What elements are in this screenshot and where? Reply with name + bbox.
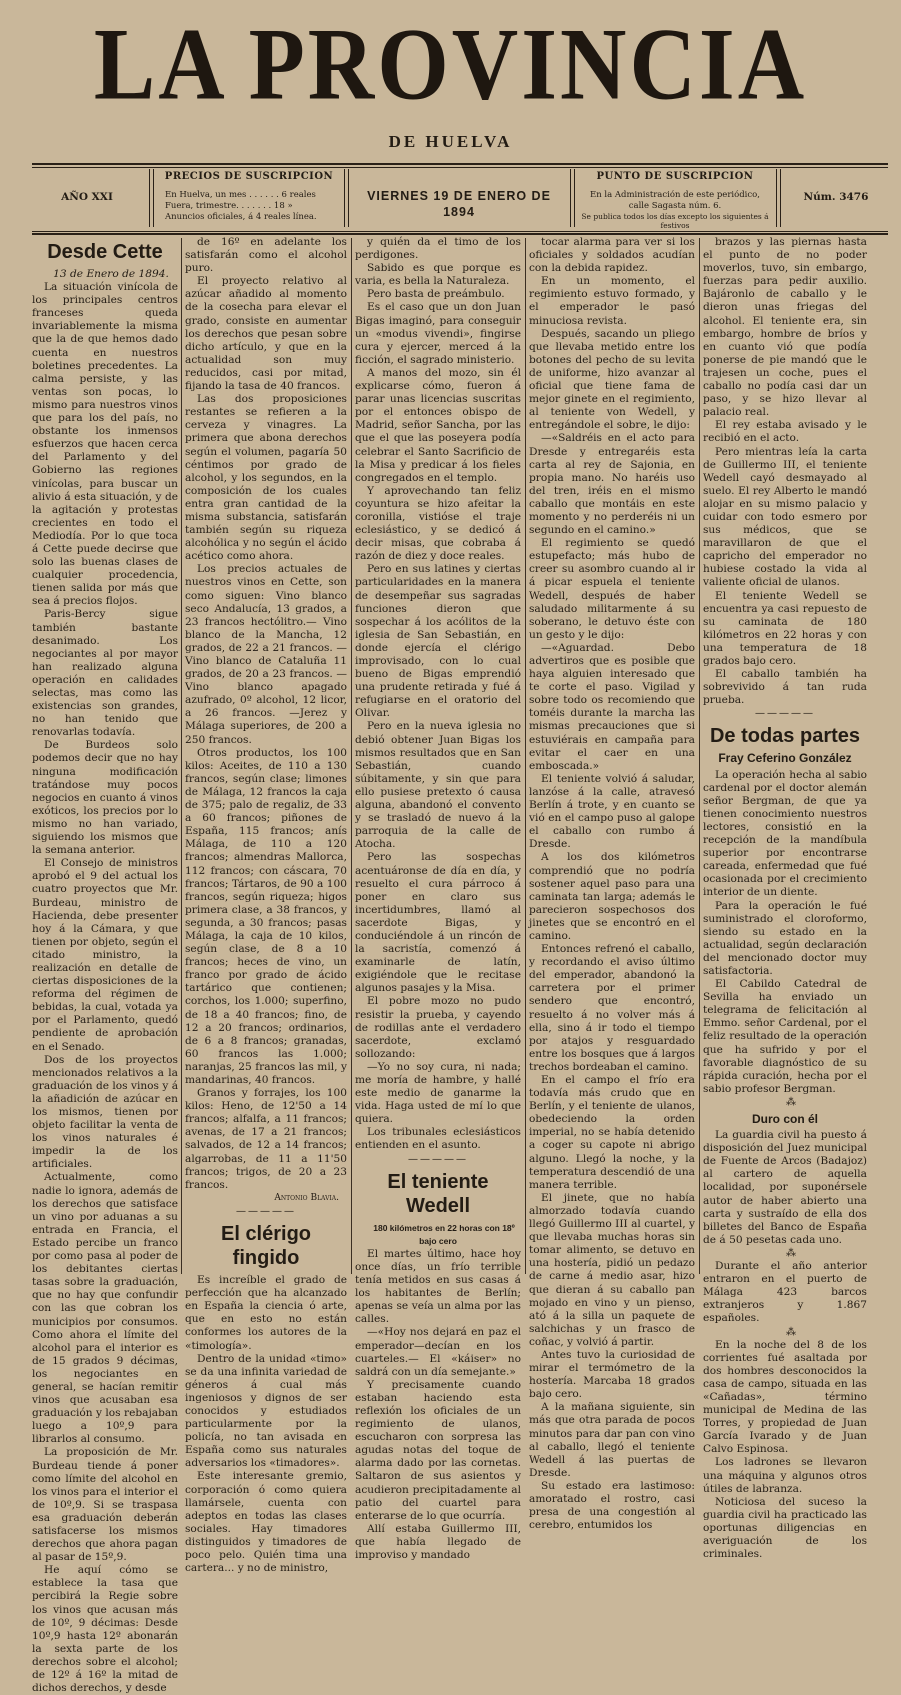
asterism: ⁂ [786,1326,796,1338]
point-line: calle Sagasta núm. 6. [628,200,722,211]
masthead-title: LA PROVINCIA [93,6,808,122]
paragraph: Granos y forrajes, los 100 kilos: Heno, de 12'50 a 14 francos; alfalfa, a 11 francos; avenas, de 17 a 21 francos; salvados, de 12 a 14 francos; algarrobas, de 11 a 11'50 francos; trigos, de 20 a 23 francos. [185,1087,347,1191]
column-rule [699,238,700,1274]
info-bar [32,167,888,229]
divider [344,169,345,227]
paragraph: El martes último, hace hoy once días, un frío terrible tenía metidos en sus casas á los habitantes de Berlín; apenas se veía un alma por las calles. [355,1247,521,1326]
paragraph: El jinete, que no había almorzado todavía cuando llegó Guillermo III al cuartel, y que llevaba muchas horas sin tomar alimento, se detuvo en una hostería, pidió un pedazo de carne á medio asar, hizo que dieran á su caballo pan mojado en vino y un pienso, ató á la silla un paquete de salchichas y un frasco de coñac, y volvió á partir. [529,1191,695,1348]
article-dateline: 13 de Enero de 1894. [53,268,169,280]
paragraph: Sabido es que porque es varia, es bella la Naturaleza. [355,262,521,288]
paragraph: Pero en la nueva iglesia no debió obtener Juan Bigas los mismos resultados que en San Sebastián, cuando súbitamente, y sin que para ello pusiese pretexto ó causa alguna, abandonó el convento y se trasladó de nuevo á la parroquia de la calle de Atocha. [355,720,521,851]
column-5 [703,236,867,1561]
asterism: ⁂ [786,1247,796,1259]
divider [570,169,571,227]
paragraph: Entonces refrenó el caballo, y recordando el aviso último del emperador, abandonó la carretera por el primer sendero que encontró, resuelto á no volver más á ella, sino á ir todo el tiempo por atajos y resguardado entre los bosques que á largos trechos bordeaban el camino. [529,943,695,1073]
paragraph: Su estado era lastimoso: amoratado el rostro, casi presa de una congestión al cerebro, entumidos los [529,1479,695,1532]
divider [776,169,777,227]
prices-line: Anuncios oficiales, á 4 reales línea. [165,211,317,222]
paragraph: Y aprovechando tan feliz coyuntura se hizo afeitar la coronilla, vistióse el traje eclesiástico, y se dedicó á decir misas, que cobraba á razón de diez y doce reales. [355,484,521,563]
news-heading: Duro con él [751,1112,818,1126]
paragraph: En el campo el frío era todavía más crudo que en Berlín, y el teniente de ulanos, obedeciendo la orden imperial, no se había detenido a coger su capote ni abrigo alguno. Llegó la noche, y la temperatura descendió de una manera terrible. [529,1074,695,1191]
paragraph: El pobre mozo no pudo resistir la prueba, y cayendo de rodillas ante el verdadero sacerdote, exclamó sollozando: [355,995,521,1060]
paragraph: brazos y las piernas hasta el punto de no poder moverlos, tuvo, sin embargo, fuerzas para pedir auxilio. Bajáronlo de caballo y le dieron unas friegas del alcohol. El teniente era, sin embargo, hombre de bríos y en cuanto vió que podía ponerse de pie mandó que le trajesen un coche, pues el caballo no podía casi dar un paso, y se hizo llevar al palacio real. [703,236,867,419]
divider [149,169,150,227]
paragraph: Allí estaba Guillermo III, que había llegado de improviso y mandado [355,1522,521,1561]
column-3 [355,236,521,1561]
paragraph: La situación vinícola de los principales centros franceses queda invariablemente la misma que la de que hemos dado cuenta en nuestros boletines precedentes. La calma persiste, y las ventas son pocas, lo mismo para nuestros vinos que para los del país, no obstante los inmensos esfuerzos que hacen cerca del Parlamento y del Gobierno las regiones vinícolas, para buscar un alivio á esta situación, y de la agitación y protestas crecientes en todo el Mediodía. Por lo que toca á Cette puede decirse que solo las buenas clases de cualquier procedencia, tienen salida por más que sea á precios flojos. [32,281,178,608]
paragraph: Después, sacando un pliego que llevaba metido entre los botones del pecho de su levita de uniforme, hizo avanzar al oficial que tiene fama de mejor ginete en el regimiento, al teniente von Wedell, y entregándole el sobre, le dijo: [529,327,695,432]
date-box [354,167,564,229]
paragraph: He aquí cómo se establece la tasa que percibirá la Regie sobre los vinos que acusan más de 10º, 9 décimas: Desde 10º,9 hasta 12º abonarán la sexta parte de los derechos sobre el alcohol; de 12º á 16º la mitad de dichos derechos, y desde [32,1564,178,1695]
column-rule [181,238,182,1274]
year-box [32,167,142,229]
paragraph: Paris-Bercy sigue también bastante desanimado. Los negociantes al por mayor han realizado alguna operación en calidades selectas, mas como las existencias son grandes, no han tenido que renovarlas todavía. [32,608,178,739]
ornament-rule: ————— [755,708,815,720]
paragraph: Dentro de la unidad «timo» se da una infinita variedad de géneros á cual más ingeniosos y dignos de ser conocidos y estudiados particularmente por la policía, no tan avisada en España como sus naturales adversarios los «timadores». [185,1352,347,1470]
article-title: El clérigo fingido [220,1223,312,1270]
masthead-subtitle: DE HUELVA [388,132,513,151]
column-2 [185,236,347,1575]
paragraph: De Burdeos solo podemos decir que no hay ninguna modificación tratándose muy pocos negocios en cuanto á vinos exóticos, los precios por lo mismo no han variado, siguiendo los mismos que la semana anterior. [32,739,178,857]
paragraph: A la mañana siguiente, sin más que otra parada de pocos minutos para dar pan con vino al caballo, llegó el teniente Wedell á las puertas de Dresde. [529,1401,695,1479]
paragraph: En la noche del 8 de los corrientes fué asaltada por dos hombres desconocidos la casa de campo, situada en las «Cañadas», término municipal de Medina de las Torres, y propiedad de Juan García Ivarado y de Juan Calvo Espinosa. [703,1338,867,1456]
paragraph: En un momento, el regimiento estuvo formado, y el emperador le pasó minuciosa revista. [529,275,695,327]
paragraph: Pero basta de preámbulo. [367,288,505,301]
divider [574,169,575,227]
paragraph: Noticiosa del suceso la guardia civil ha practicado las oportunas diligencias en averiguación de los criminales. [703,1495,867,1561]
rule-top-thick [32,163,888,165]
paragraph: El Consejo de ministros aprobó el 9 del actual los cuatro proyectos que Mr. Burdeau, ministro de Hacienda, debe presenter hoy á la Cámara, y que tienen por objeto, según el citado ministro, la realización en detalle de ciertas disposiciones de la reforma del régimen de bebidas, la cual, votada ya por el Parlamento, quedó pendiente de aprobación en el Senado. [32,857,178,1053]
prices-box [159,167,339,229]
ornament-rule: ————— [236,1205,296,1217]
paragraph: Dos de los proyectos mencionados relativos a la graduación de los vinos y á la añadición de azúcar en los mismos, tienen por objeto facilitar la venta de los vinos naturales é impedir la de los artificiales. [32,1053,179,1171]
paragraph: Pero en sus latines y ciertas particularidades en la manera de desempeñar sus sagradas funciones dieron que sospechar á los acólitos de la iglesia de San Sebastián, en donde ejercía el clérigo improvisado, con lo cual bueno de Bigas emprendió una prudente retirada y fué á refugiarse en el oratorio del Olivar. [355,563,521,720]
rule-under-info-thick [32,233,888,235]
article-title: Desde Cette [47,241,163,263]
paragraph: La guardia civil ha puesto á disposición del Juez municipal de Fuente de Arcos (Badajoz) al cartero de aquella localidad, por suponérsele autor de haber abierto una carta y sustraído de ella dos billetes del Banco de España de á 50 pesetas cada uno. [703,1129,867,1246]
paragraph: Los ladrones se llevaron una máquina y algunos otros útiles de labranza. [703,1456,867,1495]
divider [348,169,349,227]
article-title: El teniente Wedell [387,1170,489,1217]
paragraph: —«Saldréis en el acto para Dresde y entregaréis esta carta al rey de Sajonia, en propia mano. No haréis uso del tren, iréis en el mismo caballo que montáis en este momento y no perderéis ni un segundo en el camino.» [529,432,695,537]
paragraph: El teniente volvió á saludar, lanzóse á la calle, atravesó Berlín á trote, y en cuanto se vió en el campo puso al galope el caballo con rumbo á Dresde. [529,772,695,851]
paragraph: La proposición de Mr. Burdeau tiende á poner como límite del alcohol en los vinos para el interior el de 10º,9. Si se traspasa esa graduación deberán satisfacerse los mismos derechos que ahora pagan al pasar de 15º,9. [32,1446,178,1564]
prices-title: PRECIOS DE SUSCRIPCION [164,171,334,182]
paragraph: —Yo no soy cura, ni nada; me moría de hambre, y hallé este medio de ganarme la vida. Haga usted de mí lo que quiera. [355,1060,521,1126]
paragraph: Actualmente, como nadie lo ignora, además de los derechos que satisface un vino por aduanas a su entrada en Francia, el Estado percibe un franco por como pasa al poder de los debitantes ciertas tasas sobre la graduación, que no hay que confundir con las que cobran los municipios por consumos. Como ahora el límite del alcohol para el interior es de 15 grados 9 décimas, los negociantes en general, se hacían remitir vinos que acusaban esa graduación y los rebajaban luego a 10º,9 para librarlos al consumo. [32,1171,178,1446]
paragraph: El caballo también ha sobrevivido á tan ruda prueba. [703,668,867,707]
issue-date: VIERNES 19 DE ENERO DE 1894 [367,189,551,219]
paragraph: Es el caso que un don Juan Bigas imaginó, para conseguir un «modus vivendi», fingirse cura y ejercer, merced á la ficción, el sagrado ministerio. [355,301,521,366]
article-subtitle: 180 kilómetros en 22 horas con 18º bajo cero [373,1222,515,1246]
column-rule [525,238,526,1274]
paragraph: A manos del mozo, sin él explicarse cómo, fueron á parar unas licencias suscritas por el entonces obispo de Madrid, señor Sancha, por las que el que las poseyera podía celebrar el Santo Sacrificio de la Misa y predicar á los fieles congregados en el templo. [355,366,521,484]
paragraph: Para la operación le fué suministrado el cloroformo, siendo su estado en la actualidad, según declaración del mencionado doctor muy satisfactoria. [703,899,867,977]
paragraph: El proyecto relativo al azúcar añadido al momento de la cosecha para elevar el grado, consiste en aumentar los derechos que pesan sobre dicho artículo, y que en la actualidad son muy reducidos, casi por mitad, fijando la tasa de 40 francos. [185,275,347,393]
section-title: De todas partes [709,725,861,748]
paragraph: Otros productos, los 100 kilos: Aceites, de 110 a 130 francos, según clase; limones de Málaga, 12 francos la caja de 375; palo de regaliz, de 33 a 60 francos; piñones de España, 115 francos; anís Málaga, de 110 a 120 francos; almendras Mallorca, 112 francos; con cáscara, 70 francos; Tártaros, de 90 a 100 francos, según riqueza; higos primera clase, a 38 francos, y segunda, a 30 francos; pasas Málaga, la caja de 10 kilos, según clase, de 8 a 10 francos; heces de vino, un franco por grado de ácido tartárico que contienen; corchos, los 1.000; superfino, de 18 a 40 francos; fino, de 12 a 20 francos; ordinarios, de 6 a 8 francos; granadas, 60 francos las 1.000; naranjas, 25 francos las mil, y mandarinas, 40 francos. [185,746,347,1086]
paragraph: Pero mientras leía la carta de Guillermo III, el teniente Wedell cayó desmayado al suelo. El rey Alberto le mandó alojar en su mismo palacio y cuidar con todo esmero por sus médicos, que se maravillaron de que el capricho del emperador no hubiese costado la vida al valiente oficial de ulanos. [703,445,867,589]
prices-line: Fuera, trimestre. . . . . . . 18 » [165,200,293,211]
point-line: En la Administración de este periódico, [590,189,760,200]
paragraph: y quién da el timo de los perdigones. [355,236,521,262]
signature: Antonio Blavia. [274,1192,339,1203]
issue-number: Núm. 3476 [803,191,869,203]
paragraph: El regimiento se quedó estupefacto; más hubo de creer su asombro cuando al ir á picar espuela el teniente Wedell, después de haber saludado militarmente á su soberano, le detuvo éste con un gesto y le dijo: [529,537,695,641]
paragraph: El rey estaba avisado y le recibió en el acto. [703,419,867,445]
asterism: ⁂ [786,1096,796,1108]
paragraph: Durante el año anterior entraron en el puerto de Málaga 423 barcos extranjeros y 1.867 españoles. [703,1260,867,1325]
paragraph: A los dos kilómetros comprendió que no podría sostener aquel paso para una caminata tan larga; además le parecieron sospechosos dos jinetes que se encontró en el camino. [529,851,695,942]
paragraph: Los tribunales eclesiásticos entienden en el asunto. [355,1126,521,1152]
paragraph: La operación hecha al sabio cardenal por el doctor alemán señor Bergman, de que ya tienen conocimiento nuestros lectores, consistió en la recepción de la mandíbula superior por encontrarse careada, enfermedad que fué ocasionada por el crecimiento interior de un diente. [703,768,867,899]
paragraph: Pero las sospechas acentuáronse de día en día, y resuelto el cura párroco á poner en claro sus incertidumbres, llamó al sacerdote Bigas, y conduciéndole á un rincón de la sacristía, comenzó á examinarle de latín, exigiéndole que le recitase algunos pasajes y la Misa. [355,851,521,995]
prices-line: En Huelva, un mes . . . . . . 6 reales [165,189,316,200]
paragraph: Y precisamente cuando estaban haciendo esta reflexión los oficiales de un regimiento de ulanos, escucharon con sorpresa las agudas notas del toque de alarma dado por las cornetas. Saltaron de sus asientos y acudieron precipitadamente al patio del cuartel para enterarse de lo que ocurría. [355,1378,521,1522]
paragraph: —«Aguardad. Debo advertiros que es posible que haya alguien interesado que te corte el paso. Vigilad y sobre todo os recomiendo que toméis durante la marcha las mismas precauciones que si estuviérais en campaña para evitar el caer en una emboscada.» [529,641,695,772]
point-line: Se publica todos los días excepto los siguientes á festivos [581,211,769,231]
paragraph: El teniente Wedell se encuentra ya casi repuesto de su caminata de 180 kilómetros en 22 horas y con una temperatura de 18 grados bajo cero. [703,589,867,667]
paragraph: El Cabildo Catedral de Sevilla ha enviado un telegrama de felicitación al Emmo. señor Cardenal, por el feliz resultado de la operación que ha sufrido y por el favorable diagnóstico de su rápida curación, hecha por el sabio profesor Bergman. [703,978,867,1095]
paragraph: Los precios actuales de nuestros vinos en Cette, son como siguen: Vino blanco seco Andalucía, 13 grados, a 23 francos hectólitro.— Vino blanco de la Mancha, 12 grados, de 22 a 21 francos. —Vino blanco de Cataluña 11 grados, de 20 a 23 francos. —Vino blanco apagado azufrado, 0º alcohol, 12 licor, a 26 francos. —Jerez y Málaga superiores, de 200 a 250 francos. [185,563,347,746]
paragraph: Antes tuvo la curiosidad de mirar el termómetro de la hostería. Marcaba 18 grados bajo cero. [529,1348,695,1401]
paragraph: Este interesante gremio, corporación ó como quiera llamársele, cuenta con adeptos en todas las clases sociales. Hay timadores distinguidos y timadores de poco pelo. Quién tima una cartera... y no de ministro, [185,1470,347,1575]
divider [780,169,781,227]
column-4 [529,236,695,1532]
paragraph: Es increíble el grado de perfección que ha alcanzado en España la ciencia ó arte, que en esto no están conformes los autores de la «timología». [185,1274,347,1352]
column-rule [351,238,352,1274]
ornament-rule: ————— [408,1153,468,1165]
subscription-point-box [580,167,770,229]
column-1 [32,236,179,1695]
news-heading: Fray Ceferino González [718,751,852,766]
paragraph: —«Hoy nos dejará en paz el emperador—decían en los cuarteles.— El «káiser» no saldrá con un día semejante.» [355,1326,521,1378]
number-box [784,167,888,229]
rule-under-info [32,231,888,232]
year-label: AÑO XXI [61,191,113,203]
point-title: PUNTO DE SUSCRIPCION [596,171,754,182]
paragraph: tocar alarma para ver si los oficiales y soldados acudían con la debida rapidez. [529,236,695,275]
paragraph: de 16º en adelante los satisfarán como el alcohol puro. [185,236,347,275]
divider [153,169,154,227]
paragraph: Las dos proposiciones restantes se refieren a la cerveza y vinagres. La primera que abona derechos según el volumen, pagaría 50 céntimos por grado de alcohol, y los segundos, en la composición de los cuales entra gran cantidad de la misma substancia, satisfarán también según su riqueza alcohólica y no según el ácido acético como ahora. [185,393,347,563]
